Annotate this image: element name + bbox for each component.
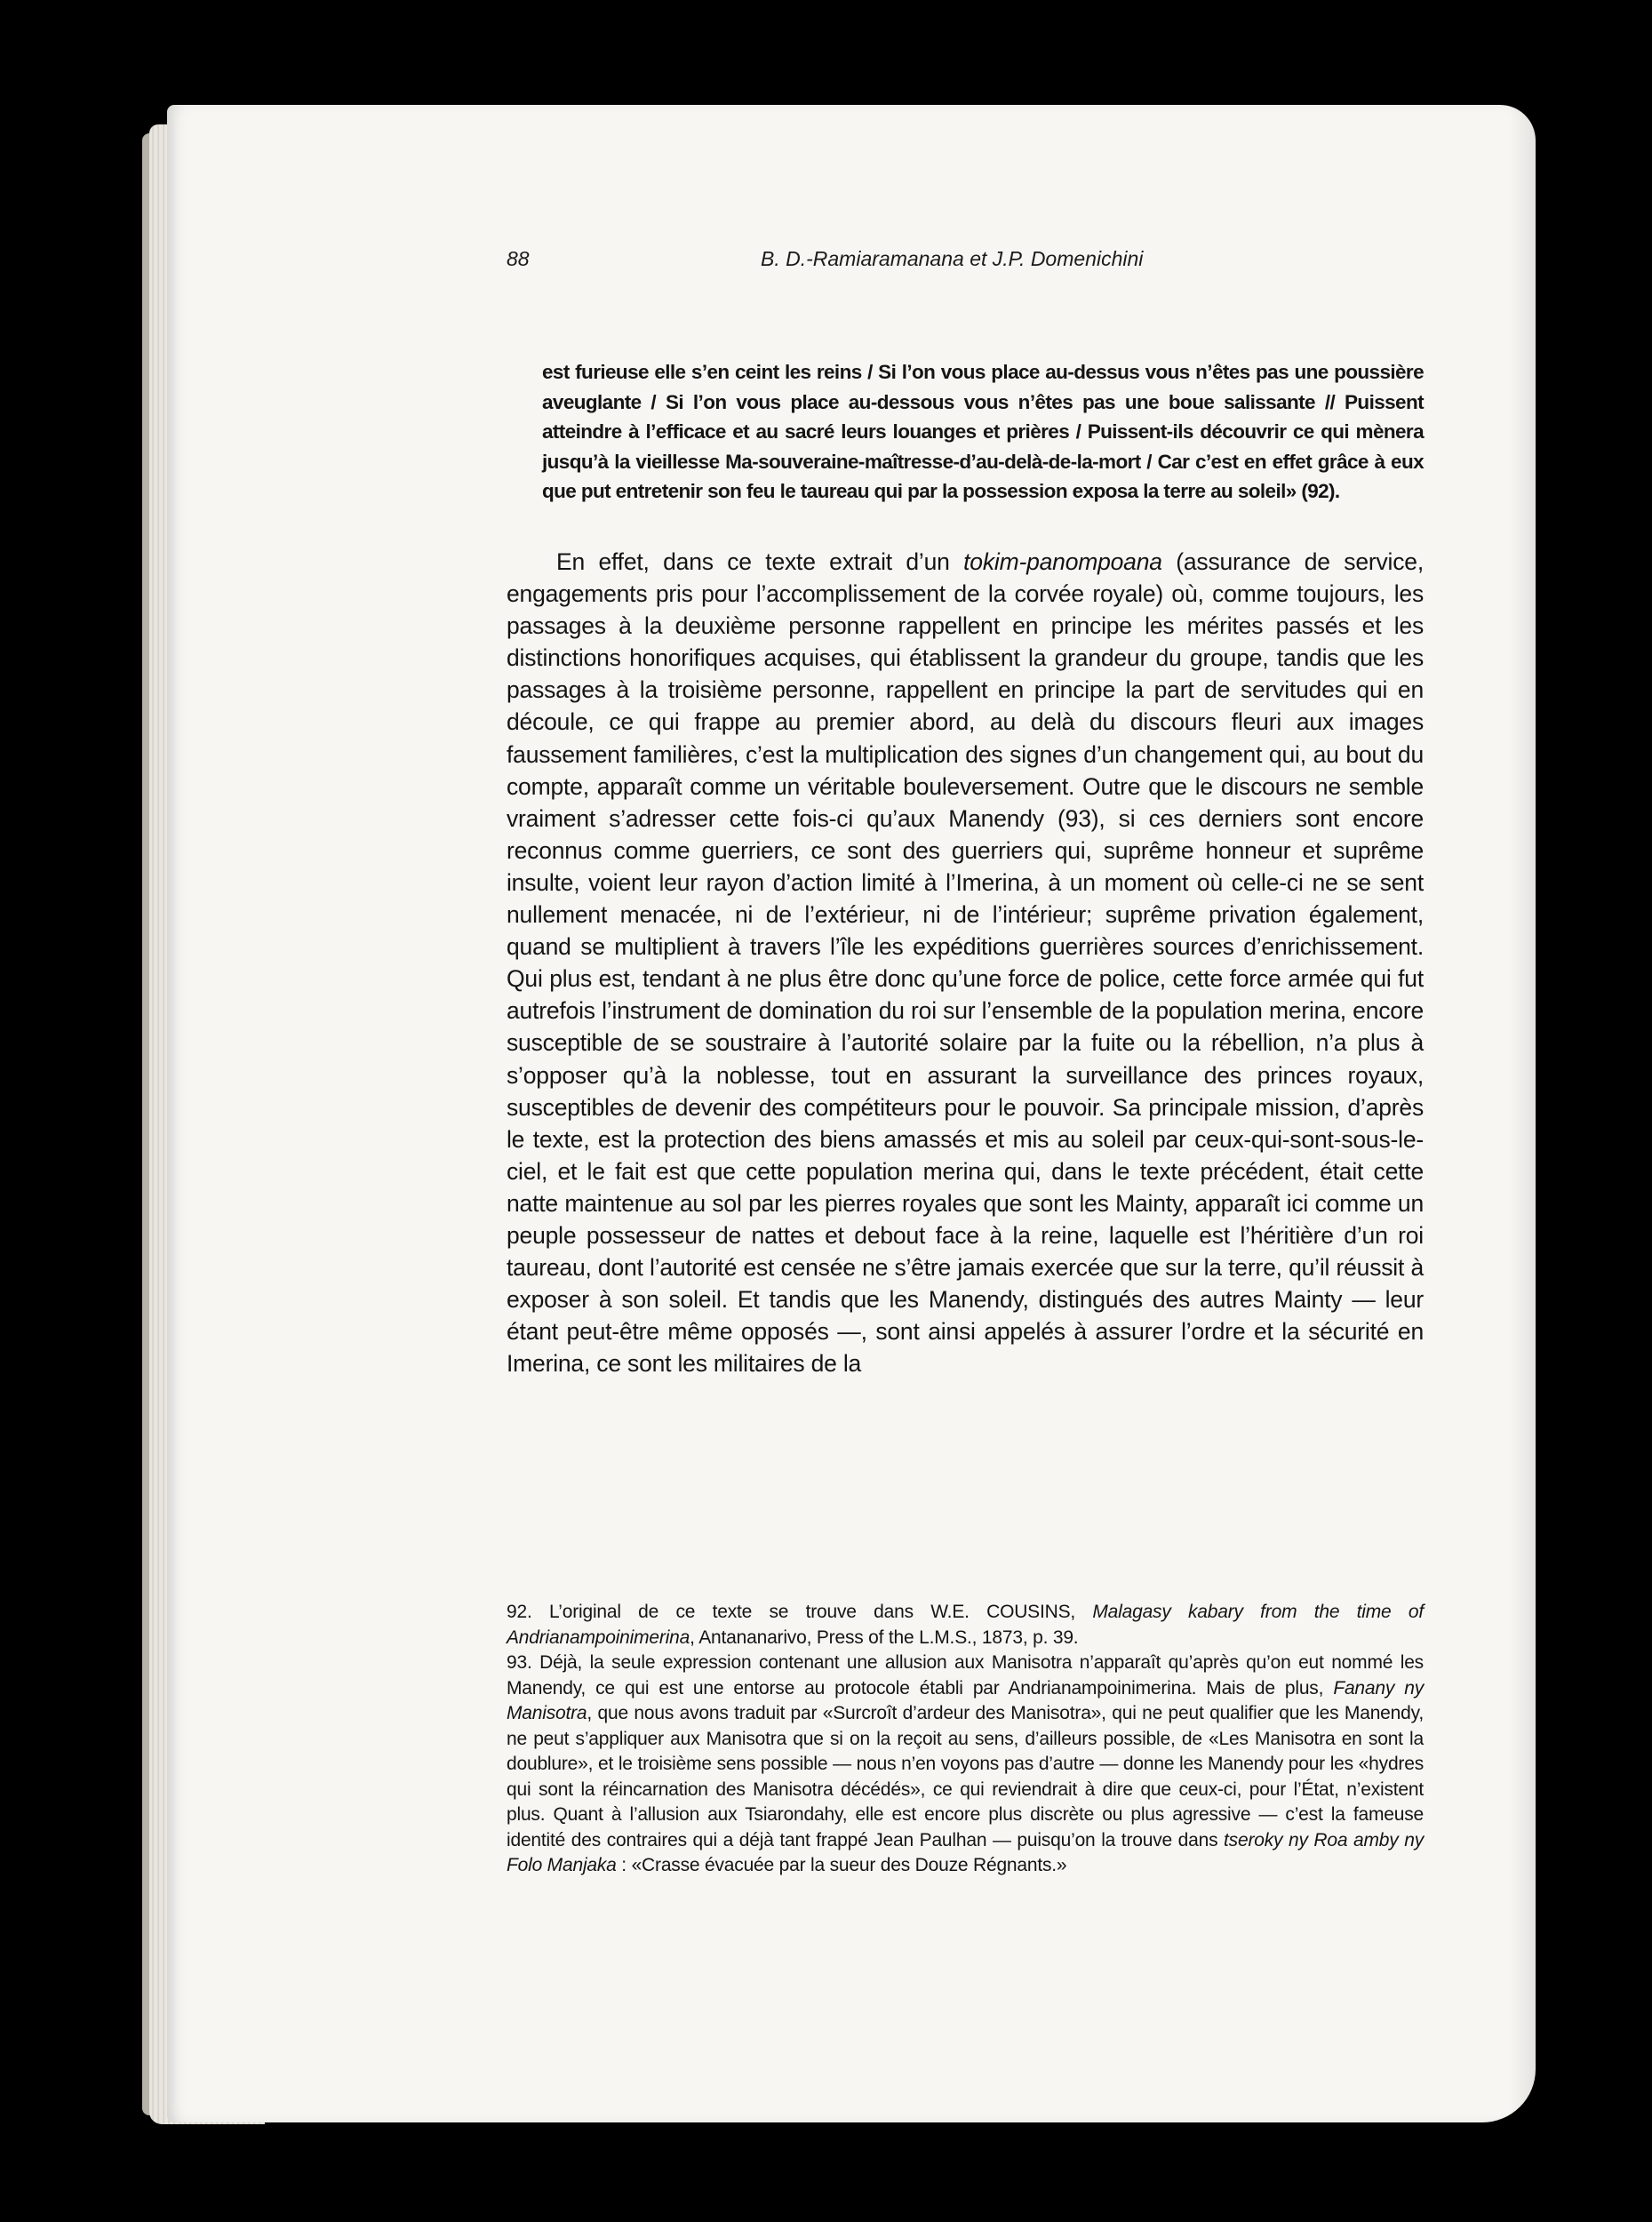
footnote-italic: Fanany ny Manisotra xyxy=(507,1677,1424,1723)
footnote-text: 92. L’original de ce texte se trouve dans W.E. COUSINS, xyxy=(507,1602,1093,1622)
quoted-text-block xyxy=(542,357,1424,507)
footnotes-section xyxy=(507,1600,1424,1879)
running-head-authors: B. D.-Ramiaramanana et J.P. Domenichini xyxy=(761,247,1144,270)
footnote-text: , que nous avons traduit par «Surcroît d’ardeur des Manisotra», qui ne peut qualifier que les Manendy, ne peut s’appliquer aux Manisotra que si on la reçoit au sens, d’ailleurs possible, de «Les Manisotra en sont la doublure», et le troisième sens possible — nous n’en voyons pas d’autre — donne les Manendy pour les «hydres qui sont la réincarnation des Manisotra décédés», ce qui reviendrait à dire que ceux-ci, pour l’État, n’existent plus. Quant à l’allusion aux Tsiarondahy, elle est encore plus discrète ou plus agressive — c’est la fameuse identité des contraires qui a déjà tant frappé Jean Paulhan — puisqu’on la trouve dans xyxy=(507,1703,1424,1850)
body-italic-term: tokim-panompoana xyxy=(963,548,1162,575)
body-text-segment: (assurance de service, engagements pris pour l’accomplissement de la corvée royale) où, comme toujours, les passages à la deuxième personne rappellent en principe les mérites passés et les distinctions honorifiques acquises, qui établissent la grandeur du groupe, tandis que les passages à la troisième personne, rappellent en principe la part de servitudes qui en découle, ce qui frappe au premier abord, au delà du discours fleuri aux images faussement familières, c’est la multiplication des signes d’un changement qui, au bout du compte, apparaît comme un véritable bouleversement. Outre que le discours ne semble vraiment s’adresser cette fois-ci qu’aux Manendy (93), si ces derniers sont encore reconnus comme guerriers, ce sont des guerriers qui, suprême honneur et suprême insulte, voient leur rayon d’action limité à l’Imerina, à un moment où celle-ci ne se sent nullement menacée, ni de l’extérieur, ni de l’intérieur; suprême privation également, quand se multiplient à travers l’île les expéditions guerrières sources d’enrichissement. Qui plus est, tendant à ne plus être donc qu’une force de police, cette force armée qui fut autrefois l’instrument de domination du roi sur l’ensemble de la population merina, encore susceptible de se soustraire à l’autorité solaire par la fuite ou la rébellion, n’a plus à s’opposer qu’à la noblesse, tout en assurant la surveillance des princes royaux, susceptibles de devenir des compétiteurs pour le pouvoir. Sa principale mission, d’après le texte, est la protection des biens amassés et mis au soleil par ceux-qui-sont-sous-le-ciel, et le fait est que cette population merina qui, dans le texte précédent, était cette natte maintenue au sol par les pierres royales que sont les Mainty, apparaît ici comme un peuple possesseur de nattes et debout face à la reine, laquelle est l’héritière d’un roi taureau, dont l’autorité est censée ne s’être jamais exercée que sur la terre, qu’il réussit à exposer à son soleil. Et tandis que les Manendy, distingués des autres Mainty — leur étant peut-être même opposés —, sont ainsi appelés à assurer l’ordre et la sécurité en Imerina, ce sont les militaires de la xyxy=(507,548,1424,1378)
main-body-text xyxy=(507,546,1424,1379)
footnote-text: : «Crasse évacuée par la sueur des Douze Régnants.» xyxy=(616,1855,1067,1875)
page-number: 88 xyxy=(507,247,530,270)
footnote-text: , Antananarivo, Press of the L.M.S., 1873, p. 39. xyxy=(690,1627,1079,1648)
body-text-segment: En effet, dans ce texte extrait d’un xyxy=(556,548,964,575)
body-paragraph xyxy=(507,546,1424,1379)
running-head xyxy=(507,247,1422,283)
footnote-italic: tseroky ny Roa amby ny Folo Manjaka xyxy=(507,1829,1424,1875)
quote-paragraph: est furieuse elle s’en ceint les reins / Si l’on vous place au-dessus vous n’êtes pas une poussière aveuglante / Si l’on vous place au-dessous vous n’êtes pas une boue salissante // Puissent atteindre à l’efficace et au sacré leurs louanges et prières / Puissent-ils découvrir ce qui mènera jusqu’à la vieillesse Ma-souveraine-maîtresse-d’au-delà-de-la-mort / Car c’est en effet grâce à eux que put entretenir son feu le taureau qui par la possession exposa la terre au soleil» (92). xyxy=(542,361,1424,503)
footnote-93 xyxy=(507,1651,1424,1879)
footnote-text: 93. Déjà, la seule expression contenant une allusion aux Manisotra n’apparaît qu’après qu’on eut nommé les Manendy, ce qui est une entorse au protocole établi par Andrianampoinimerina. Mais de plus, xyxy=(507,1652,1424,1698)
page-curl-shading xyxy=(1509,105,1536,2122)
footnote-92 xyxy=(507,1600,1424,1651)
footnote-italic: Malagasy kabary from the time of Andrianampoinimerina xyxy=(507,1602,1425,1648)
